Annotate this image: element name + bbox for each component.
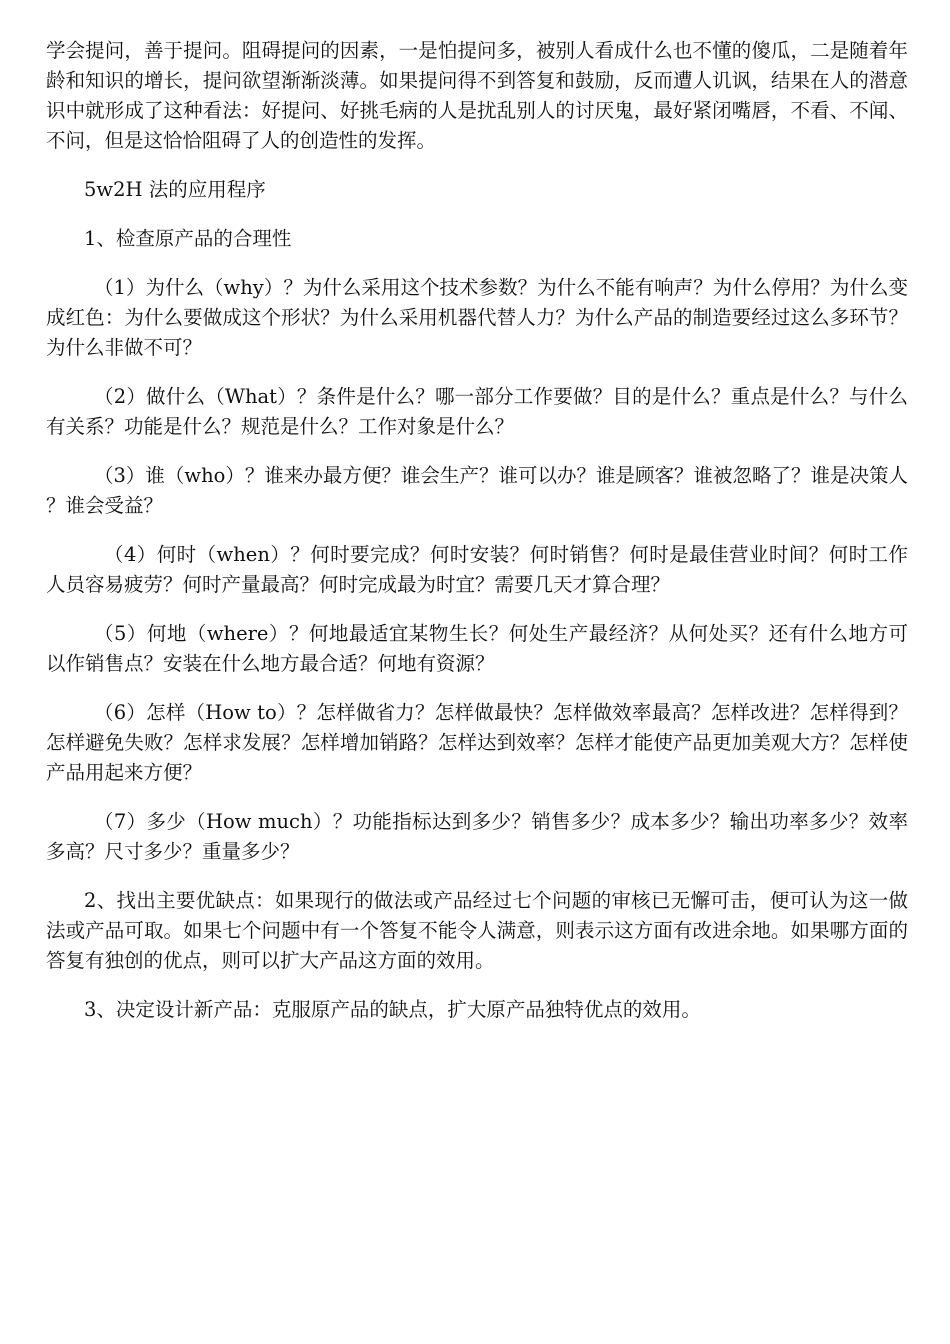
question-who-paragraph: （3）谁（who）？谁来办最方便？谁会生产？谁可以办？谁是顾客？谁被忽略了？谁是决策人？谁会受益？	[46, 464, 908, 517]
question-why-paragraph: （1）为什么（why）？为什么采用这个技术参数？为什么不能有响声？为什么停用？为什么变成红色：为什么要做成这个形状？为什么采用机器代替人力？为什么产品的制造要经过这么多环节？为什么非做不可？	[46, 276, 908, 359]
step-1-heading: 1、检查原产品的合理性	[84, 227, 292, 250]
question-how-to-paragraph: （6）怎样（How to）？怎样做省力？怎样做最快？怎样做效率最高？怎样改进？怎样得到？怎样避免失败？怎样求发展？怎样增加销路？怎样达到效率？怎样才能使产品更加美观大方？怎样使产品用起来方便？	[46, 701, 908, 784]
question-where-paragraph: （5）何地（where）？何地最适宜某物生长？何处生产最经济？从何处买？还有什么地方可以作销售点？安装在什么地方最合适？何地有资源？	[46, 622, 908, 675]
step-3-paragraph: 3、决定设计新产品：克服原产品的缺点，扩大原产品独特优点的效用。	[84, 998, 701, 1021]
question-when-paragraph: （4）何时（when）？何时要完成？何时安装？何时销售？何时是最佳营业时间？何时工作人员容易疲劳？何时产量最高？何时完成最为时宜？需要几天才算合理？	[46, 543, 908, 596]
question-what-paragraph: （2）做什么（What）？条件是什么？哪一部分工作要做？目的是什么？重点是什么？与什么有关系？功能是什么？规范是什么？工作对象是什么？	[46, 385, 908, 438]
step-2-paragraph: 2、找出主要优缺点：如果现行的做法或产品经过七个问题的审核已无懈可击，便可认为这一做法或产品可取。如果七个问题中有一个答复不能令人满意，则表示这方面有改进余地。如果哪方面的答复有独创的优点，则可以扩大产品这方面的效用。	[46, 889, 908, 972]
document-page	[46, 36, 908, 1044]
question-how-much-paragraph: （7）多少（How much）？功能指标达到多少？销售多少？成本多少？输出功率多少？效率多高？尺寸多少？重量多少？	[46, 810, 908, 863]
method-heading: 5w2H 法的应用程序	[84, 178, 266, 201]
intro-paragraph: 学会提问，善于提问。阻碍提问的因素，一是怕提问多，被别人看成什么也不懂的傻瓜，二是随着年龄和知识的增长，提问欲望渐渐淡薄。如果提问得不到答复和鼓励，反而遭人讥讽，结果在人的潜意识中就形成了这种看法：好提问、好挑毛病的人是扰乱别人的讨厌鬼，最好紧闭嘴唇，不看、不闻、不问，但是这恰恰阻碍了人的创造性的发挥。	[46, 39, 908, 152]
